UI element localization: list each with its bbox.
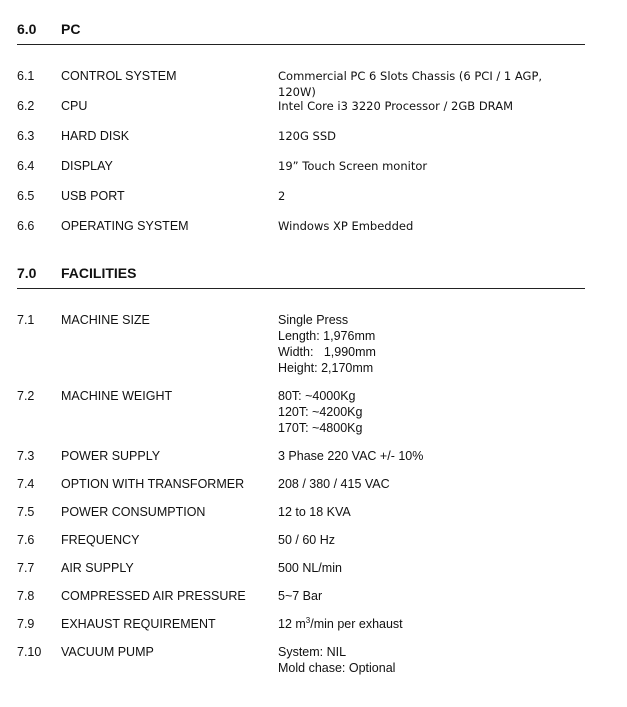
row-label: EXHAUST REQUIREMENT — [61, 617, 216, 631]
value-line: System: NIL — [278, 645, 347, 659]
row-value: 120G SSD — [278, 129, 336, 143]
row-label: FREQUENCY — [61, 533, 140, 547]
row-number: 7.10 — [17, 645, 42, 659]
spec-row — [17, 588, 578, 604]
value-line: 5~7 Bar — [278, 589, 323, 603]
row-number: 6.5 — [17, 189, 35, 203]
row-value — [278, 312, 578, 376]
spec-row — [17, 98, 578, 114]
value-line: 170T: ~4800Kg — [278, 421, 363, 435]
row-number: 6.4 — [17, 159, 35, 173]
row-number: 6.3 — [17, 129, 35, 143]
spec-row — [17, 476, 578, 492]
row-label: POWER SUPPLY — [61, 449, 161, 463]
row-label: USB PORT — [61, 189, 125, 203]
section-title: PC — [61, 21, 81, 37]
section-divider — [17, 44, 585, 45]
row-label: OPERATING SYSTEM — [61, 219, 189, 233]
section-number: 6.0 — [17, 21, 37, 37]
value-text: 12 m — [278, 617, 306, 631]
section-number: 7.0 — [17, 265, 37, 281]
value-line: 12 to 18 KVA — [278, 505, 351, 519]
row-number: 6.6 — [17, 219, 35, 233]
row-number: 6.2 — [17, 99, 35, 113]
spec-row — [17, 188, 578, 204]
section-heading — [17, 21, 585, 41]
row-value: 2 — [278, 189, 286, 203]
row-value: Commercial PC 6 Slots Chassis (6 PCI / 1 AGP, 120W) — [278, 69, 543, 99]
spec-row — [17, 218, 578, 234]
row-label: OPTION WITH TRANSFORMER — [61, 477, 245, 491]
value-line: Height: 2,170mm — [278, 361, 374, 375]
value-line: Length: 1,976mm — [278, 329, 376, 343]
spec-row — [17, 388, 578, 436]
row-number: 7.5 — [17, 505, 35, 519]
row-value — [278, 504, 578, 520]
row-value — [278, 560, 578, 576]
row-number: 6.1 — [17, 69, 35, 83]
spec-row — [17, 128, 578, 144]
row-value: Windows XP Embedded — [278, 219, 414, 233]
row-number: 7.2 — [17, 389, 35, 403]
row-number: 7.1 — [17, 313, 35, 327]
spec-row — [17, 532, 578, 548]
row-label: POWER CONSUMPTION — [61, 505, 206, 519]
row-value: 19” Touch Screen monitor — [278, 159, 428, 173]
row-label: CPU — [61, 99, 88, 113]
row-value — [278, 448, 578, 464]
row-number: 7.6 — [17, 533, 35, 547]
row-label: AIR SUPPLY — [61, 561, 134, 575]
row-number: 7.8 — [17, 589, 35, 603]
row-label: COMPRESSED AIR PRESSURE — [61, 589, 246, 603]
section-pc — [17, 21, 585, 45]
row-label: MACHINE SIZE — [61, 313, 150, 327]
value-line: 50 / 60 Hz — [278, 533, 335, 547]
section-title: FACILITIES — [61, 265, 137, 281]
value-text: /min per exhaust — [310, 617, 403, 631]
row-value — [278, 644, 578, 676]
row-value — [278, 476, 578, 492]
spec-row — [17, 448, 578, 464]
row-value — [278, 388, 578, 436]
row-label: HARD DISK — [61, 129, 130, 143]
spec-row — [17, 312, 578, 376]
value-line: Width: 1,990mm — [278, 345, 376, 359]
row-number: 7.9 — [17, 617, 35, 631]
spec-row — [17, 616, 578, 632]
row-value — [278, 616, 578, 632]
spec-row — [17, 644, 578, 676]
value-line: Single Press — [278, 313, 349, 327]
row-label: DISPLAY — [61, 159, 113, 173]
row-label: CONTROL SYSTEM — [61, 69, 177, 83]
row-number: 7.7 — [17, 561, 35, 575]
row-number: 7.4 — [17, 477, 35, 491]
value-line: 120T: ~4200Kg — [278, 405, 363, 419]
row-label: MACHINE WEIGHT — [61, 389, 173, 403]
spec-row — [17, 68, 578, 100]
spec-row — [17, 504, 578, 520]
value-line: Mold chase: Optional — [278, 661, 396, 675]
spec-row — [17, 158, 578, 174]
section-heading — [17, 265, 585, 285]
row-number: 7.3 — [17, 449, 35, 463]
value-line: 208 / 380 / 415 VAC — [278, 477, 390, 491]
value-line: 3 Phase 220 VAC +/- 10% — [278, 449, 424, 463]
value-line: 80T: ~4000Kg — [278, 389, 356, 403]
section-facilities — [17, 265, 585, 289]
spec-row — [17, 560, 578, 576]
value-superscript: 3 — [305, 615, 311, 625]
row-value: Intel Core i3 3220 Processor / 2GB DRAM — [278, 99, 513, 113]
value-line: 500 NL/min — [278, 561, 342, 575]
row-value — [278, 532, 578, 548]
row-label: VACUUM PUMP — [61, 645, 154, 659]
section-divider — [17, 288, 585, 289]
row-value — [278, 588, 578, 604]
